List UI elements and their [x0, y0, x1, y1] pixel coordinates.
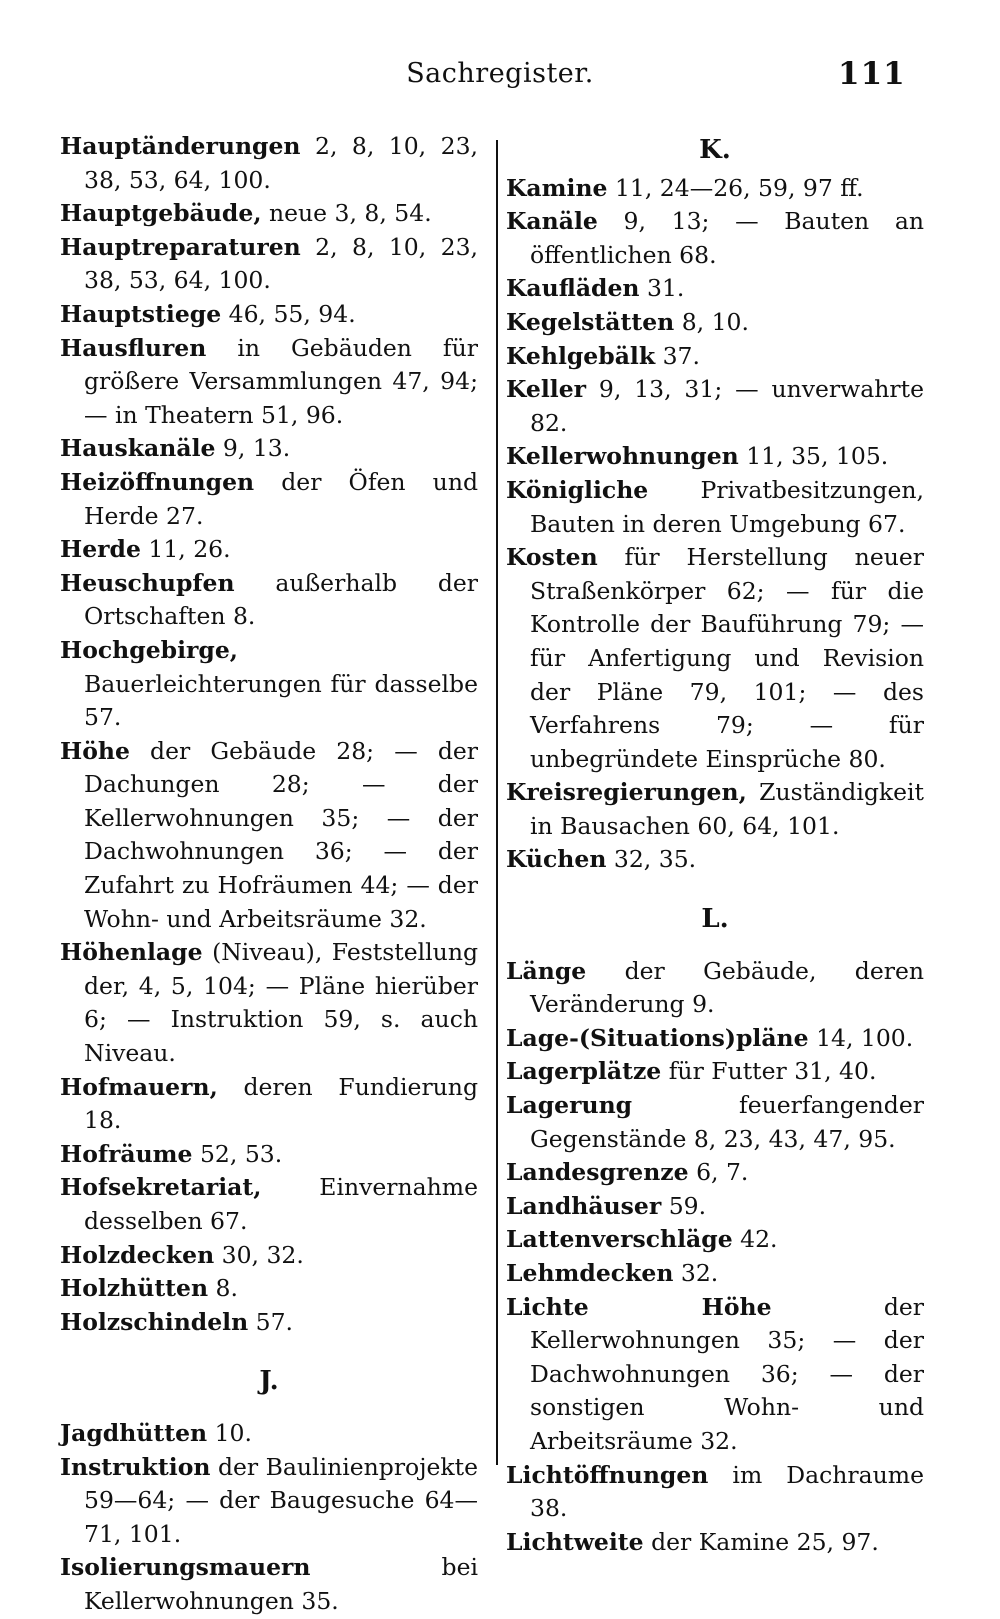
index-references: neue 3, 8, 54.	[261, 199, 432, 228]
index-references: der Kamine 25, 97.	[643, 1527, 879, 1556]
index-entry	[506, 1291, 924, 1459]
index-references: 11, 26.	[140, 535, 231, 564]
index-term: Königliche	[506, 475, 649, 504]
index-references: für Futter 31, 40.	[661, 1057, 877, 1086]
index-entries-j	[60, 1417, 478, 1619]
index-term: Lichtöffnungen	[506, 1460, 709, 1489]
index-references: 6, 7.	[688, 1158, 749, 1187]
index-term: Hauskanäle	[60, 434, 216, 463]
index-references: der Öfen und Herde 27.	[84, 467, 478, 530]
index-references: 46, 55, 94.	[221, 299, 356, 328]
page-number: 111	[838, 56, 906, 92]
index-references: der Gebäude, deren Veränderung 9.	[530, 956, 924, 1019]
index-entry	[60, 197, 478, 231]
index-entries-l	[506, 955, 924, 1560]
index-term: Lattenverschläge	[506, 1225, 733, 1254]
index-entry	[506, 1257, 924, 1291]
index-term: Holzdecken	[60, 1240, 215, 1269]
index-term: Kamine	[506, 173, 608, 202]
index-entry	[60, 1071, 478, 1138]
index-term: Kanäle	[506, 207, 598, 236]
index-entry	[506, 776, 924, 843]
index-references: (Niveau), Feststellung der, 4, 5, 104; — Pläne hierüber 6; — Instruktion 59, s. auch Niveau.	[84, 938, 478, 1068]
index-entry	[60, 533, 478, 567]
index-term: Lichtweite	[506, 1527, 644, 1556]
index-entry	[506, 272, 924, 306]
index-term: Instruktion	[60, 1452, 211, 1481]
index-references: für Herstellung neuer Straßenkörper 62; — für die Kontrolle der Bauführung 79; — für Anfertigung und Revision der Pläne 79, 101; — des Verfahrens 79; — für unbegründete Einsprüche 80.	[530, 543, 924, 773]
index-entry	[60, 1306, 478, 1340]
index-entry	[506, 1156, 924, 1190]
index-references: 57.	[248, 1307, 294, 1336]
index-references: 31.	[639, 274, 685, 303]
index-term: Herde	[60, 535, 141, 564]
index-term: Länge	[506, 956, 587, 985]
index-references: in Gebäuden für größere Versammlungen 47, 94; — in Theatern 51, 96.	[84, 333, 478, 429]
index-term: Kaufläden	[506, 274, 640, 303]
index-entry	[60, 1417, 478, 1451]
index-entry	[506, 172, 924, 206]
index-references: 2, 8, 10, 23, 38, 53, 64, 100.	[84, 132, 478, 194]
index-references: 30, 32.	[214, 1240, 304, 1269]
index-term: Heuschupfen	[60, 568, 235, 597]
index-references: 9, 13.	[215, 434, 291, 463]
index-term: Jagdhütten	[60, 1418, 208, 1447]
index-term: Landesgrenze	[506, 1158, 689, 1187]
index-references: der Gebäude 28; — der Dachungen 28; — der Kellerwohnungen 35; — der Dachwohnungen 36; — der Zufahrt zu Hofräumen 44; — der Wohn- und Arbeitsräume 32.	[84, 736, 478, 933]
index-entry	[60, 332, 478, 433]
index-references: im Dachraume 38.	[530, 1460, 924, 1523]
index-references: 8, 10.	[674, 307, 749, 336]
index-entries-h	[60, 130, 478, 1339]
index-term: Lagerplätze	[506, 1057, 662, 1086]
index-term: Küchen	[506, 845, 607, 874]
index-references: 10.	[207, 1418, 252, 1447]
index-entry	[506, 474, 924, 541]
index-term: Kegelstätten	[506, 307, 675, 336]
index-references: außerhalb der Ortschaften 8.	[84, 568, 478, 631]
index-references: Bauerleichterungen für dasselbe 57.	[84, 669, 478, 732]
index-entry	[60, 1239, 478, 1273]
index-references: bei Kellerwohnungen 35.	[84, 1553, 478, 1615]
index-references: 59.	[661, 1191, 707, 1220]
index-references: 11, 35, 105.	[738, 442, 889, 471]
index-term: Hauptgebäude,	[60, 199, 262, 228]
index-term: Kellerwohnungen	[506, 442, 739, 471]
index-entry	[60, 1171, 478, 1238]
index-references: 37.	[655, 341, 700, 370]
index-term: Hauptreparaturen	[60, 232, 301, 261]
index-entry	[60, 936, 478, 1070]
section-letter-k: K.	[699, 135, 731, 165]
index-references: 32, 35.	[606, 845, 697, 874]
left-column	[60, 130, 478, 1619]
section-letter-j: J.	[259, 1366, 279, 1397]
index-entry	[60, 567, 478, 634]
index-entry	[60, 1551, 478, 1618]
index-term: Lage-(Situations)pläne	[506, 1023, 809, 1052]
index-term: Isolierungsmauern	[60, 1553, 311, 1582]
index-entry	[60, 735, 478, 937]
index-entry	[506, 440, 924, 474]
index-term: Hausfluren	[60, 333, 207, 362]
index-term: Hochgebirge,	[60, 635, 238, 664]
index-term: Keller	[506, 375, 587, 404]
index-entry	[60, 1451, 478, 1552]
index-entry	[506, 1190, 924, 1224]
index-references: 9, 13; — Bauten an öffentlichen 68.	[530, 207, 924, 269]
page-header-title: Sachregister.	[406, 58, 594, 89]
index-references: 8.	[208, 1274, 238, 1303]
index-term: Kehlgebälk	[506, 341, 656, 370]
index-term: Landhäuser	[506, 1191, 662, 1220]
index-entry	[60, 634, 478, 735]
index-entry	[506, 1223, 924, 1257]
index-term: Holzhütten	[60, 1274, 209, 1303]
index-term: Kosten	[506, 543, 598, 572]
index-entry	[60, 1272, 478, 1306]
index-references: Privatbesitzungen, Bauten in deren Umgebung 67.	[530, 475, 924, 538]
index-term: Heizöffnungen	[60, 467, 255, 496]
index-references: der Baulinienprojekte 59—64; — der Baugesuche 64—71, 101.	[84, 1452, 478, 1548]
index-entry	[60, 432, 478, 466]
index-references: 9, 13, 31; — unverwahrte 82.	[530, 375, 924, 437]
index-references: 14, 100.	[808, 1023, 914, 1052]
index-entries-k	[506, 172, 924, 877]
index-entry	[60, 130, 478, 197]
index-references: 52, 53.	[192, 1139, 283, 1168]
index-entry	[506, 541, 924, 776]
index-entry	[506, 1459, 924, 1526]
index-entry	[506, 205, 924, 272]
index-term: Lagerung	[506, 1091, 633, 1120]
index-term: Höhe	[60, 736, 130, 765]
index-term: Kreisregierungen,	[506, 778, 747, 807]
index-references: der Kellerwohnungen 35; — der Dachwohnungen 36; — der sonstigen Wohn- und Arbeitsräume 32.	[530, 1292, 924, 1455]
index-term: Höhenlage	[60, 938, 203, 967]
index-references: 32.	[673, 1259, 719, 1287]
column-divider	[496, 140, 498, 1465]
index-term: Lichte Höhe	[506, 1292, 772, 1321]
index-entry	[60, 231, 478, 298]
index-term: Hofsekretariat,	[60, 1173, 262, 1202]
index-entry	[506, 340, 924, 374]
right-column	[506, 130, 924, 1559]
index-entry	[60, 1138, 478, 1172]
index-references: 2, 8, 10, 23, 38, 53, 64, 100.	[84, 232, 478, 295]
index-term: Holzschindeln	[60, 1307, 249, 1336]
section-letter-l: L.	[701, 904, 729, 935]
index-references: Einvernahme desselben 67.	[84, 1173, 478, 1235]
index-entry	[506, 1055, 924, 1089]
index-term: Hauptänderungen	[60, 132, 301, 160]
index-references: 11, 24—26, 59, 97 ff.	[607, 173, 864, 202]
index-references: feuerfangender Gegenstände 8, 23, 43, 47, 95.	[530, 1091, 924, 1153]
index-entry	[506, 1526, 924, 1560]
index-entry	[506, 1089, 924, 1156]
index-entry	[60, 466, 478, 533]
index-term: Hofräume	[60, 1139, 193, 1168]
index-references: 42.	[732, 1225, 778, 1254]
index-references: deren Fundierung 18.	[84, 1072, 478, 1135]
index-entry	[60, 298, 478, 332]
index-term: Hauptstiege	[60, 299, 222, 328]
index-term: Lehmdecken	[506, 1259, 674, 1287]
index-term: Hofmauern,	[60, 1072, 218, 1101]
index-entry	[506, 306, 924, 340]
index-references: Zuständigkeit in Bausachen 60, 64, 101.	[530, 778, 924, 840]
index-entry	[506, 843, 924, 877]
index-entry	[506, 1022, 924, 1056]
index-entry	[506, 955, 924, 1022]
index-entry	[506, 373, 924, 440]
